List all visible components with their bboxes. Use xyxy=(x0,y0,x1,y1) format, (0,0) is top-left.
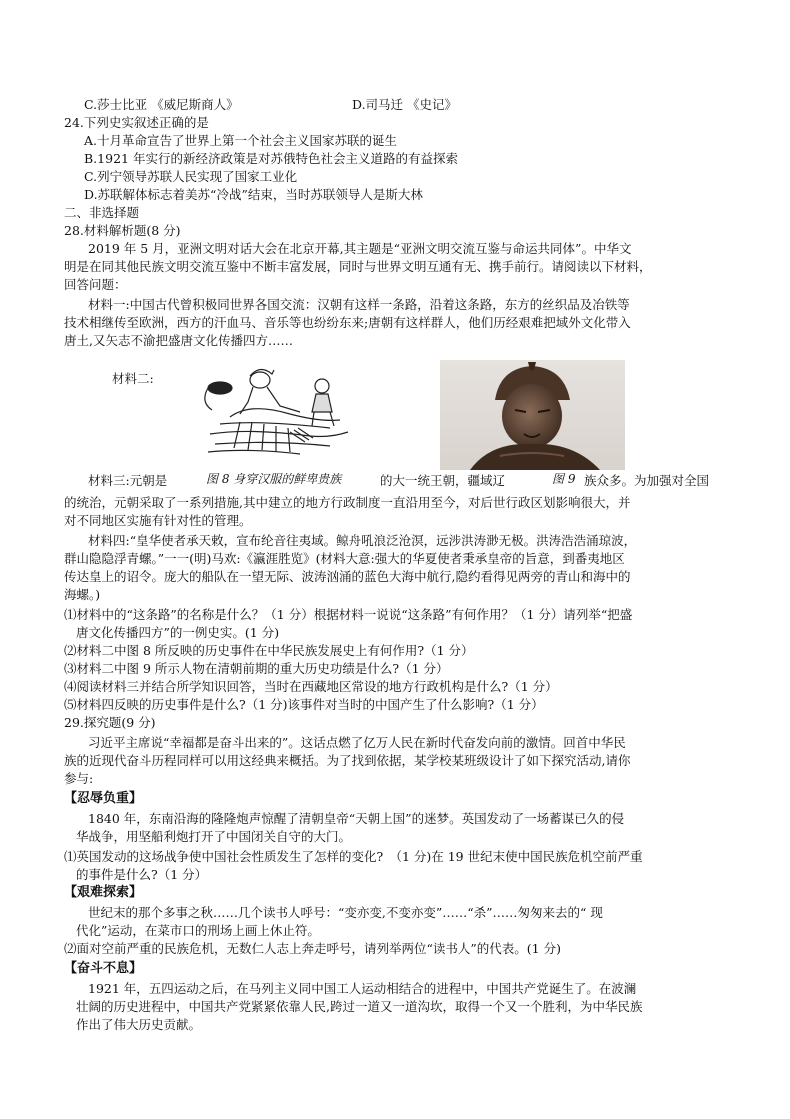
s1-question-cont: 的事件是什么?（1 分） xyxy=(76,867,208,882)
material-3-line: 的统治，元朝采取了一系列措施,其中建立的地方行政制度一直沿用至今，对后世行政区划影响很大，并 xyxy=(64,495,631,510)
q28-question-5: ⑸材料四反映的历史事件是什么?（1 分)该事件对当时的中国产生了什么影响?（1 分） xyxy=(64,697,544,712)
material-3-line: 对不同地区实施有针对性的管理。 xyxy=(64,513,252,528)
q24-option-a[interactable]: A.十月革命宣告了世界上第一个社会主义国家苏联的诞生 xyxy=(84,133,398,148)
q24-option-c[interactable]: C.列宁领导苏联人民实现了国家工业化 xyxy=(84,169,298,184)
s3-text-line: 1921 年，五四运动之后，在马列主义同中国工人运动相结合的进程中，中国共产党诞生了。在波澜 xyxy=(88,981,637,996)
material-1-line: 材料一:中国古代曾积极同世界各国交流：汉朝有这样一条路，沿着这条路，东方的丝织品及冶铁等 xyxy=(88,297,630,312)
q23-option-d[interactable]: D.司马迁 《史记》 xyxy=(352,97,458,112)
q29-title: 29.探究题(9 分) xyxy=(64,715,156,730)
material-4-line: 群山隐隐浮青螺。”一一(明)马欢:《瀛涯胜览》(材料大意:强大的华夏使者秉承皇帝的旨意，到番夷地区 xyxy=(64,551,625,566)
q28-intro-line: 明是在同其他民族文明交流互鉴中不断丰富发展，同时与世界文明互通有无、携手前行。请阅读以下材料， xyxy=(64,259,652,274)
section-heading: 二、非选择题 xyxy=(64,205,140,220)
s2-text-line: 代化”运动，在菜市口的刑场上画上休止符。 xyxy=(76,923,320,938)
q28-question-1: ⑴材料中的“这条路”的名称是什么？（1 分）根据材料一说说“这条路”有何作用？（1 分）请列举“把盛 xyxy=(64,607,633,622)
figure-9-caption: 图 9 xyxy=(552,472,576,486)
section-heading-jiannan: 【艰难探索】 xyxy=(64,885,143,900)
section-heading-fendou: 【奋斗不息】 xyxy=(64,961,143,976)
material-2-label: 材料二: xyxy=(112,371,154,386)
material-4-line: 材料四:“皇华使者承天敕，宣布纶音往夷域。鲸舟吼浪泛沧溟，远涉洪涛渺无极。洪涛浩浩涌琼波， xyxy=(88,533,637,548)
material-4-line: 海螺。) xyxy=(64,587,101,602)
q28-question-1-cont: 唐文化传播四方”的一例史实。(1 分) xyxy=(76,625,280,640)
s2-text-line: 世纪末的那个多事之秋……几个读书人呼号：“变亦变,不变亦变”……“杀”……匆匆来去的“ 现 xyxy=(88,905,603,920)
q24-option-b[interactable]: B.1921 年实行的新经济政策是对苏俄特色社会主义道路的有益探索 xyxy=(84,151,458,166)
q28-title: 28.材料解析题(8 分) xyxy=(64,223,181,238)
material-1-line: 技术相继传至欧洲，西方的汗血马、音乐等也纷纷东来;唐朝有这样群人，他们历经艰难把域外文化带入 xyxy=(64,315,631,330)
q28-intro-line: 2019 年 5 月，亚洲文明对话大会在北京开幕,其主题是“亚洲文明交流互鉴与命运共同体”。中华文 xyxy=(88,241,632,256)
s3-text-line: 壮阔的历史进程中，中国共产党紧紧依靠人民,跨过一道又一道沟坎，取得一个又一个胜利，为中华民族 xyxy=(76,999,643,1014)
q24-stem: 24.下列史实叙述正确的是 xyxy=(64,115,209,130)
s1-text-line: 1840 年，东南沿海的隆隆炮声惊醒了清朝皇帝“天朝上国”的迷梦。英国发动了一场蓄谋已久的侵 xyxy=(88,811,625,826)
figure-8-caption: 图 8 身穿汉服的鲜卑贵族 xyxy=(206,472,342,486)
q28-question-4: ⑷阅读材料三并结合所学知识回答，当时在西藏地区常设的地方行政机构是什么?（1 分） xyxy=(64,679,558,694)
material-3-start: 材料三:元朝是 xyxy=(88,473,168,488)
q28-question-2: ⑵材料二中图 8 所反映的历史事件在中华民族发展史上有何作用?（1 分） xyxy=(64,643,474,658)
q23-option-c[interactable]: C.莎士比亚 《威尼斯商人》 xyxy=(84,97,239,112)
q28-question-3: ⑶材料二中图 9 所示人物在清朝前期的重大历史功绩是什么?（1 分） xyxy=(64,661,449,676)
material-3-end: 族众多。为加强对全国 xyxy=(584,473,710,488)
s1-text-line: 华战争，用坚船利炮打开了中国闭关自守的大门。 xyxy=(76,829,352,844)
q29-intro-line: 族的近现代奋斗历程同样可以用这经典来概括。为了找到依据，某学校某班级设计了如下探究活动,请你 xyxy=(64,753,631,768)
s1-question: ⑴英国发动的这场战争使中国社会性质发生了怎样的变化? （1 分)在 19 世纪末使中国民族危机空前严重 xyxy=(64,849,643,864)
q29-intro-line: 习近平主席说“幸福都是奋斗出来的”。这话点燃了亿万人民在新时代奋发向前的激情。回首中华民 xyxy=(88,735,626,750)
s3-text-line: 作出了伟大历史贡献。 xyxy=(76,1017,202,1032)
material-3-middle: 的大一统王朝，疆域辽 xyxy=(380,473,506,488)
material-1-line: 唐土,又矢志不渝把盛唐文化传播四方…… xyxy=(64,333,293,348)
figure-8-image xyxy=(190,362,360,457)
q29-intro-line: 参与: xyxy=(64,771,94,786)
figure-9-image xyxy=(440,360,625,470)
q24-option-d[interactable]: D.苏联解体标志着美苏“冷战”结束，当时苏联领导人是斯大林 xyxy=(84,187,423,202)
section-heading-rendu: 【忍辱负重】 xyxy=(64,791,143,806)
q28-intro-line: 回答问题： xyxy=(64,277,127,292)
s2-question: ⑵面对空前严重的民族危机，无数仁人志上奔走呼号，请列举两位“读书人”的代表。(1 分) xyxy=(64,941,561,956)
material-4-line: 传达皇上的诏令。庞大的船队在一望无际、波涛汹涌的蓝色大海中航行,隐约看得见两旁的青山和海中的 xyxy=(64,569,631,584)
